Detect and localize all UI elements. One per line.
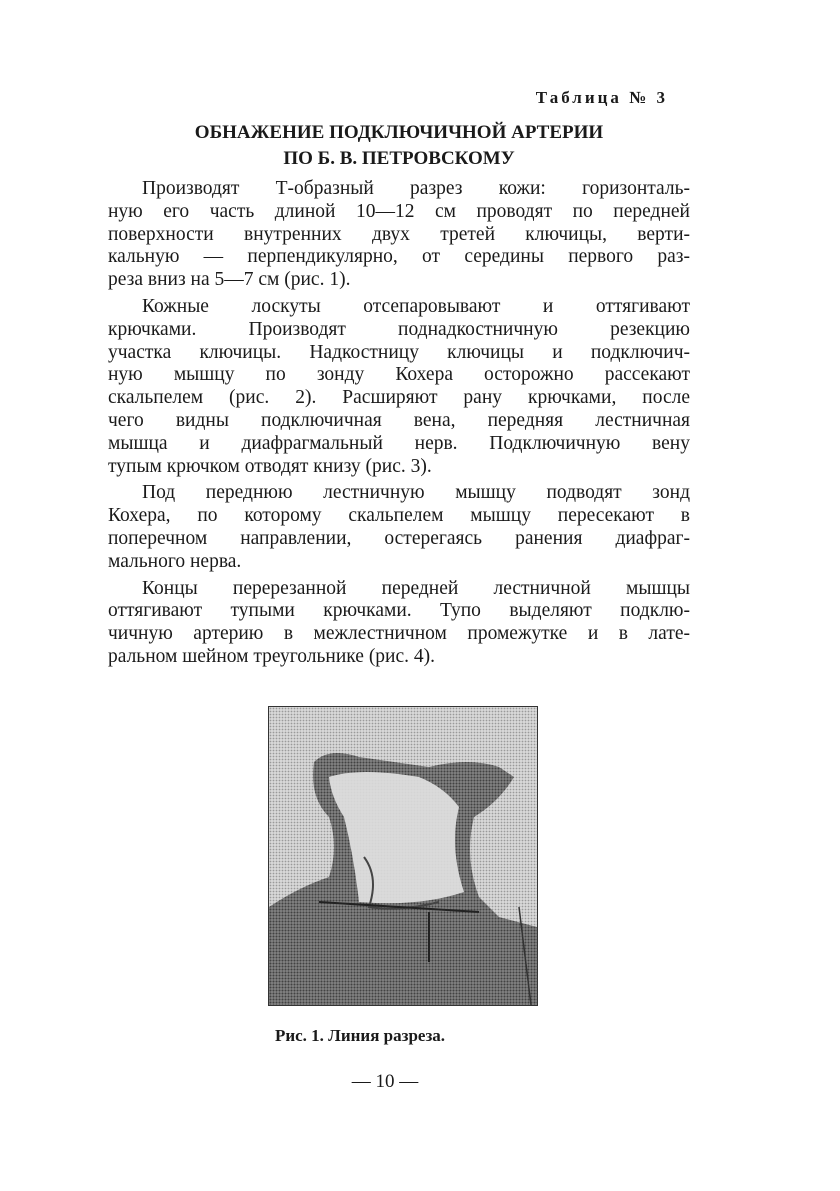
text-line: крючками. Производят поднадкостничную резекцию <box>108 318 690 340</box>
text-line: оттягивают тупыми крючками. Тупо выделяют подклю- <box>108 600 690 622</box>
anatomical-photo-icon <box>269 707 537 1005</box>
text-line: тупым крючком отводят книзу (рис. 3). <box>108 455 432 477</box>
paragraph-3 <box>108 482 690 573</box>
text-line: ральном шейном треугольнике (рис. 4). <box>108 645 436 667</box>
paragraph-1 <box>108 178 690 292</box>
paragraph-4 <box>108 578 690 669</box>
text-line: поверхности внутренних двух третей ключицы, верти- <box>108 223 690 245</box>
text-line: ную мышцу по зонду Кохера осторожно рассекают <box>108 364 690 386</box>
text-line: Под переднюю лестничную мышцу подводят зонд <box>142 482 690 504</box>
text-line: Концы перерезанной передней лестничной мышцы <box>142 577 690 599</box>
text-line: поперечном направлении, остерегаясь ранения диафраг- <box>108 527 690 549</box>
figure-photo <box>268 706 538 1006</box>
table-label: Таблица № 3 <box>535 88 668 107</box>
page-number: — 10 — <box>351 1071 419 1092</box>
text-line: кальную — перпендикулярно, от середины первого раз- <box>108 246 690 268</box>
title-line-2: ПО Б. В. ПЕТРОВСКОМУ <box>283 148 515 169</box>
text-line: скальпелем (рис. 2). Расширяют рану крючками, после <box>108 387 690 409</box>
body-text <box>108 178 690 673</box>
text-line: мального нерва. <box>108 550 242 572</box>
text-line: чего видны подключичная вена, передняя лестничная <box>108 409 690 431</box>
text-line: чичную артерию в межлестничном промежутке и в лате- <box>108 623 690 645</box>
text-line: Кожные лоскуты отсепаровывают и оттягивают <box>142 295 690 317</box>
title-line-1: ОБНАЖЕНИЕ ПОДКЛЮЧИЧНОЙ АРТЕРИИ <box>194 122 604 143</box>
text-line: ную его часть длиной 10—12 см проводят по передней <box>108 200 690 222</box>
text-line: Кохера, по которому скальпелем мышцу пересекают в <box>108 505 690 527</box>
text-line: реза вниз на 5—7 см (рис. 1). <box>108 269 351 291</box>
text-line: Производят Т-образный разрез кожи: горизонталь- <box>142 178 690 199</box>
figure-caption: Рис. 1. Линия разреза. <box>274 1026 446 1045</box>
text-line: участка ключицы. Надкостницу ключицы и подключич- <box>108 341 690 363</box>
paragraph-2 <box>108 296 690 478</box>
section-title <box>108 120 690 172</box>
text-line: мышца и диафрагмальный нерв. Подключичную вену <box>108 432 690 454</box>
